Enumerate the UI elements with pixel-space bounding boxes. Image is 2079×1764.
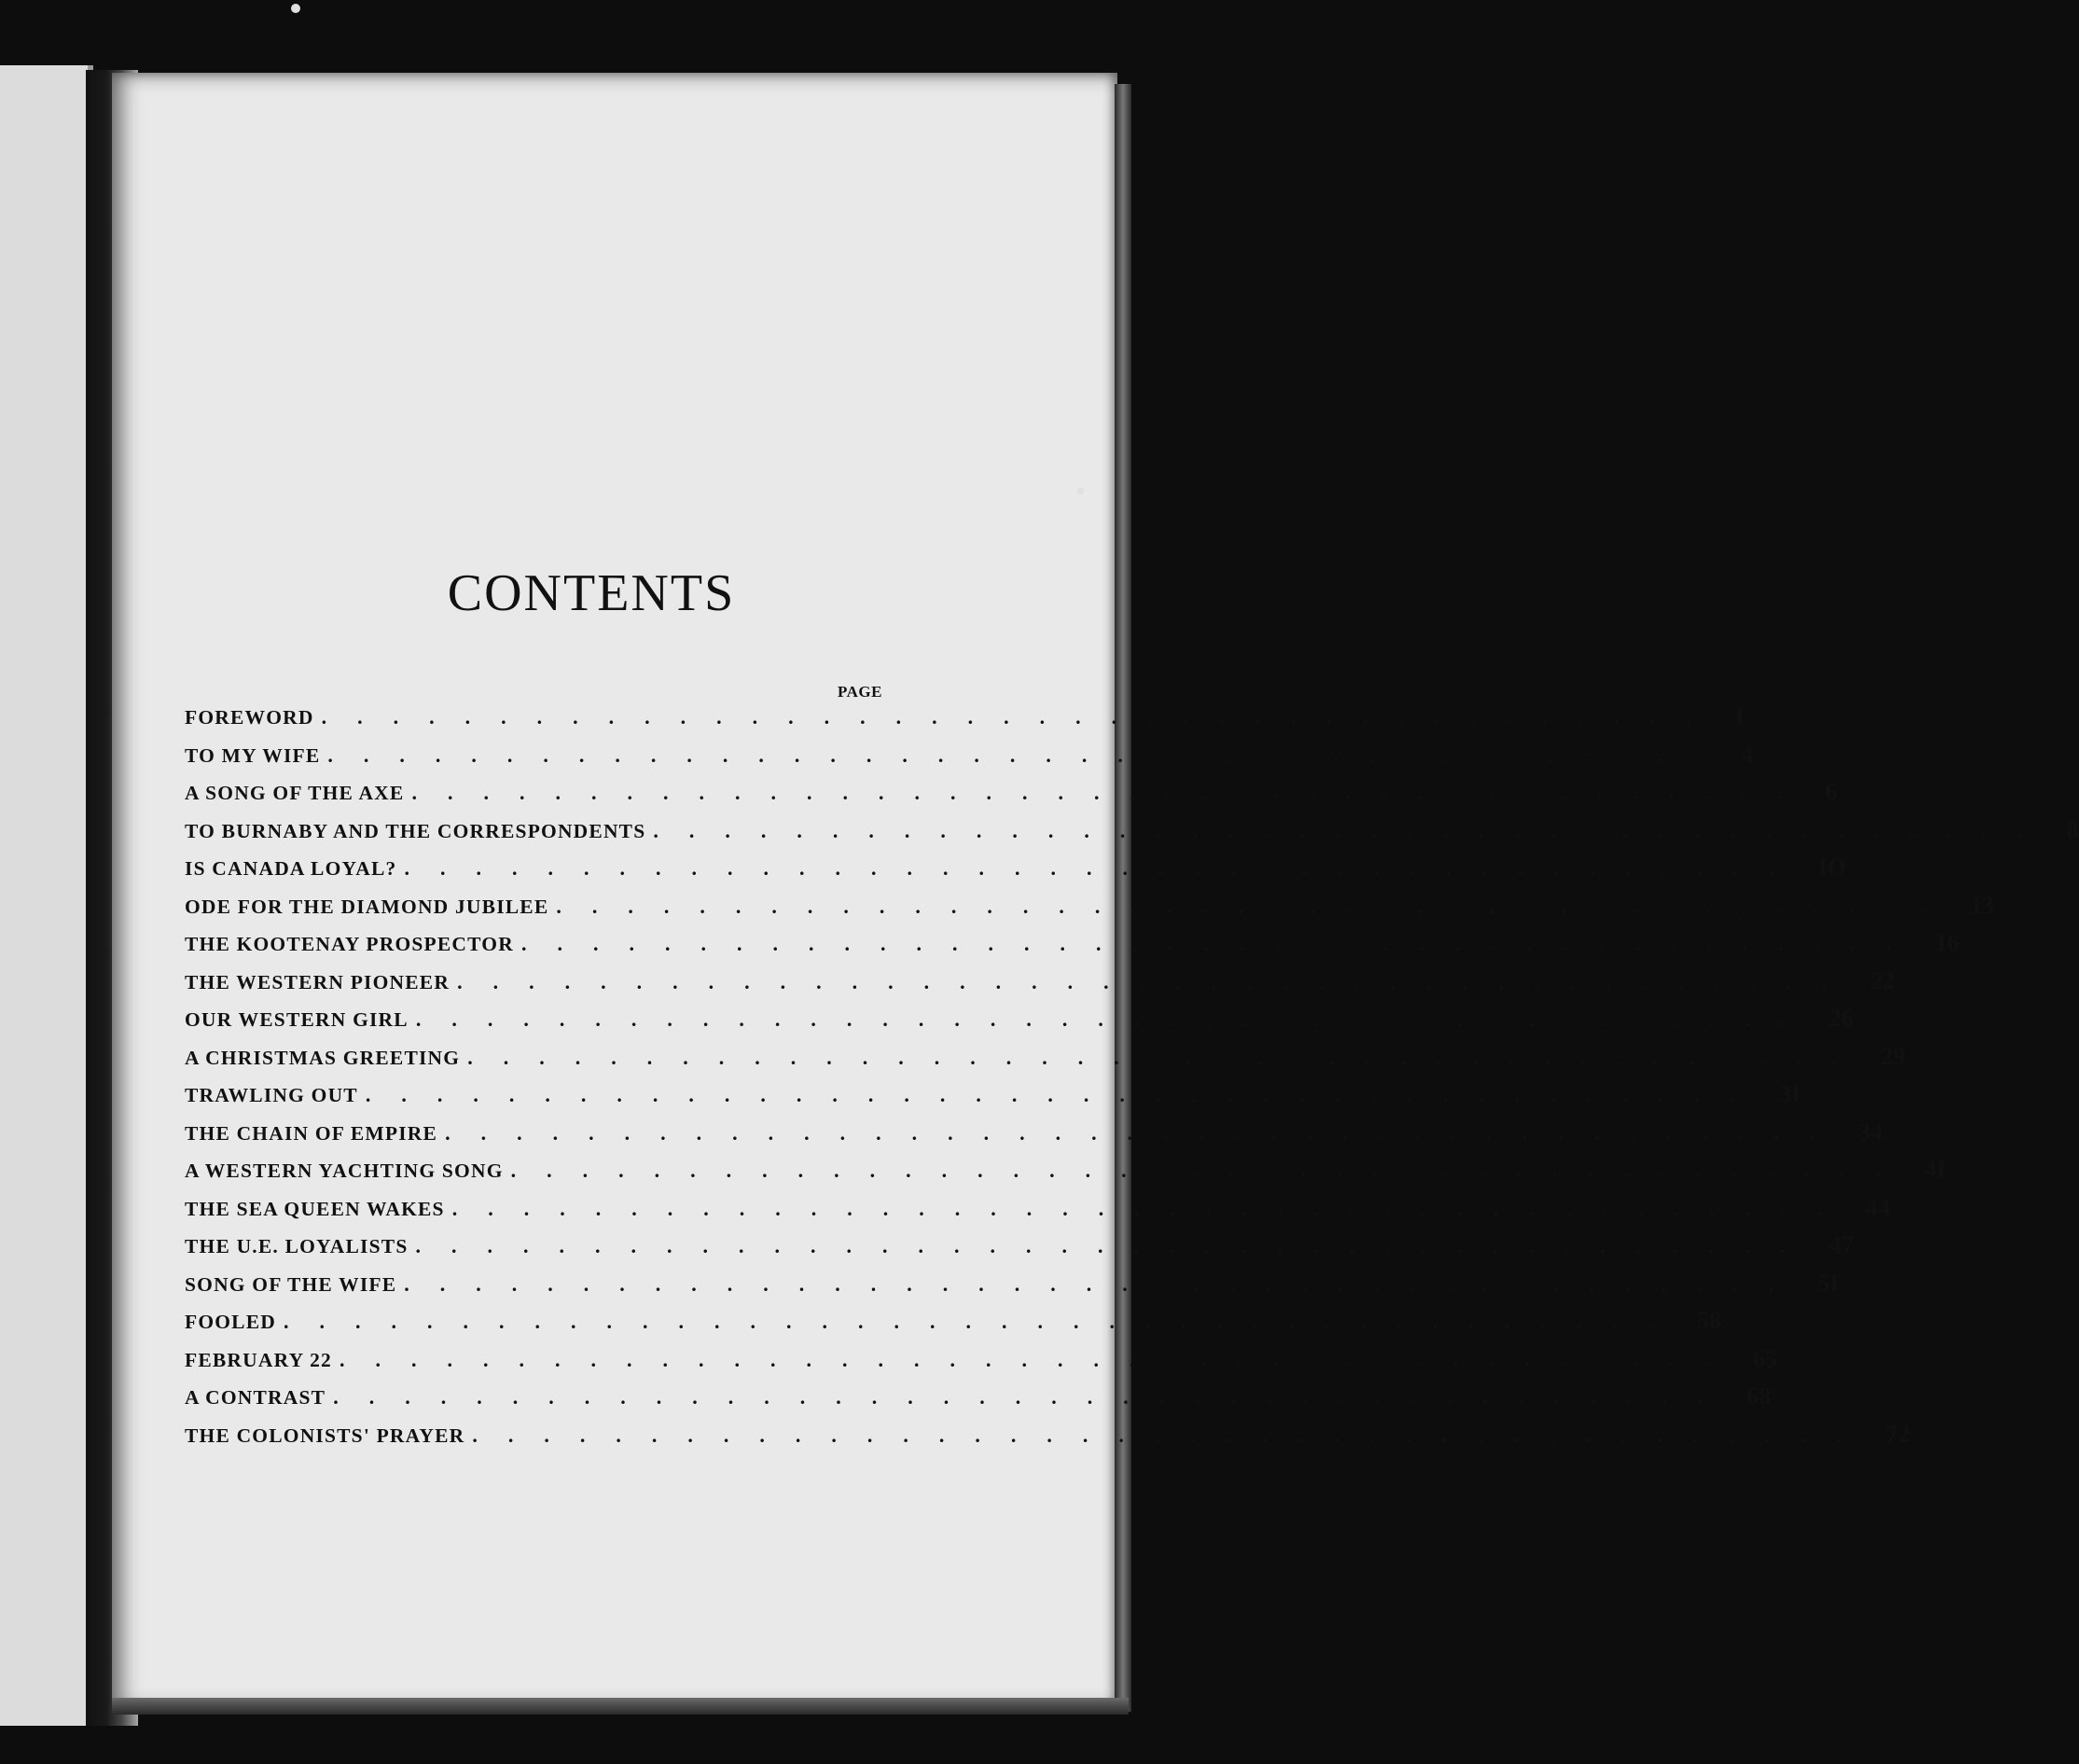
dust-speck bbox=[1077, 488, 1084, 494]
toc-entry bbox=[185, 966, 1895, 1006]
toc-entry bbox=[185, 740, 1753, 779]
dot-leader: . . . . . . . . . . . . . . . . . . . . . . . . . . . . . . . . . . . . . . . bbox=[284, 1310, 1684, 1333]
toc-entry-page: 34 bbox=[1858, 1118, 1883, 1146]
toc-entry-title: TO BURNABY AND THE CORRESPONDENTS bbox=[185, 819, 646, 842]
dot-leader: . . . . . . . . . . . . . . . . . . . . . . . . . . . . . . . . . . . . . . . bbox=[411, 781, 1812, 804]
toc-entry-title: SONG OF THE WIFE bbox=[185, 1272, 397, 1296]
toc-entry-page: 72 bbox=[1885, 1420, 1910, 1448]
dust-speck bbox=[291, 4, 300, 13]
page-column-label: PAGE bbox=[838, 683, 882, 701]
toc-entry-title: IS CANADA LOYAL? bbox=[185, 857, 397, 880]
dot-leader: . . . . . . . . . . . . . . . . . . . . . . . . . . . . . . . . . . . . . . . bbox=[415, 1234, 1816, 1257]
toc-entry bbox=[185, 1382, 1771, 1421]
toc-entry-page: 8 bbox=[2066, 815, 2079, 843]
toc-entry bbox=[185, 1005, 1854, 1043]
dot-leader: . . . . . . . . . . . . . . . . . . . . . . . . . . . . . . . . . . . . . . . bbox=[520, 932, 1922, 955]
toc-entry bbox=[185, 929, 1960, 967]
dot-leader: . . . . . . . . . . . . . . . . . . . . . . . . . . . . . . . . . . . . . . . bbox=[472, 1423, 1873, 1447]
toc-entry-title: THE SEA QUEEN WAKES bbox=[185, 1197, 445, 1220]
dot-leader: . . . . . . . . . . . . . . . . . . . . . . . . . . . . . . . . . . . . . . . bbox=[333, 1385, 1734, 1409]
dot-leader: . . . . . . . . . . . . . . . . . . . . . . . . . . . . . . . . . . . . . . . bbox=[327, 743, 1728, 767]
dot-leader: . . . . . . . . . . . . . . . . . . . . . . . . . . . . . . . . . . . . . . . bbox=[451, 1196, 1853, 1220]
toc-entry bbox=[185, 1193, 1891, 1232]
toc-entry-title: TO MY WIFE bbox=[185, 743, 321, 767]
toc-entry-page: 3I bbox=[1779, 1080, 1801, 1107]
dot-leader: . . . . . . . . . . . . . . . . . . . . . . . . . . . . . . . . . . . . . . . bbox=[404, 856, 1805, 880]
toc-entry-page: 68 bbox=[1746, 1382, 1771, 1410]
toc-entry-title: FEBRUARY 22 bbox=[185, 1348, 332, 1371]
toc-entry-page: 22 bbox=[1870, 966, 1895, 994]
toc-entry bbox=[185, 1080, 1801, 1118]
dot-leader: . . . . . . . . . . . . . . . . . . . . . . . . . . . . . . . . . . . . . . . bbox=[556, 894, 1957, 918]
dot-leader: . . . . . . . . . . . . . . . . . . . . . . . . . . . . . . . . . . . . . . . bbox=[653, 818, 2054, 842]
toc-entry-page: 58 bbox=[1697, 1307, 1722, 1334]
toc-entry-page: 13 bbox=[1969, 891, 1994, 919]
toc-entry-page: 6 bbox=[1824, 778, 1837, 805]
toc-entry-page: 26 bbox=[1829, 1005, 1854, 1032]
toc-entry-title: TRAWLING OUT bbox=[185, 1084, 358, 1106]
dot-leader: . . . . . . . . . . . . . . . . . . . . . . . . . . . . . . . . . . . . . . . bbox=[339, 1347, 1740, 1371]
toc-entry bbox=[185, 1231, 1853, 1270]
toc-entry-title: THE COLONISTS' PRAYER bbox=[185, 1424, 465, 1447]
bottom-page-edge bbox=[112, 1698, 1129, 1715]
dot-leader: . . . . . . . . . . . . . . . . . . . . . . . . . . . . . . . . . . . . . . . bbox=[457, 969, 1858, 993]
toc-entry-title: A CONTRAST bbox=[185, 1386, 326, 1409]
toc-entry-title: THE CHAIN OF EMPIRE bbox=[185, 1121, 438, 1145]
toc-entry-title: A WESTERN YACHTING SONG bbox=[185, 1160, 504, 1182]
dot-leader: . . . . . . . . . . . . . . . . . . . . . . . . . . . . . . . . . . . . . . . bbox=[404, 1271, 1805, 1296]
toc-entry bbox=[185, 1269, 1839, 1308]
toc-entry-title: THE WESTERN PIONEER bbox=[185, 970, 450, 993]
dot-leader: . . . . . . . . . . . . . . . . . . . . . . . . . . . . . . . . . . . . . . . bbox=[365, 1083, 1767, 1106]
toc-entry-title: OUR WESTERN GIRL bbox=[185, 1008, 409, 1031]
table-of-contents bbox=[185, 702, 2079, 1458]
toc-entry-title: A CHRISTMAS GREETING bbox=[185, 1046, 461, 1069]
toc-entry-page: 65 bbox=[1753, 1344, 1778, 1372]
toc-entry bbox=[185, 1344, 1778, 1383]
toc-entry-title: FOOLED bbox=[185, 1311, 276, 1333]
toc-entry-page: 44 bbox=[1865, 1193, 1891, 1221]
toc-entry bbox=[185, 778, 1837, 816]
dot-leader: . . . . . . . . . . . . . . . . . . . . . . . . . . . . . . . . . . . . . . . bbox=[415, 1007, 1817, 1031]
toc-entry-page: I bbox=[1735, 702, 1745, 729]
toc-entry bbox=[185, 1156, 1947, 1194]
toc-entry-title: A SONG OF THE AXE bbox=[185, 782, 405, 804]
toc-entry-title: THE KOOTENAY PROSPECTOR bbox=[185, 933, 514, 955]
dot-leader: . . . . . . . . . . . . . . . . . . . . . . . . . . . . . . . . . . . . . . . bbox=[445, 1120, 1846, 1145]
toc-entry bbox=[185, 1118, 1883, 1157]
toc-entry-page: 4I bbox=[1924, 1156, 1947, 1183]
toc-entry-page: 29 bbox=[1880, 1042, 1906, 1070]
toc-entry bbox=[185, 702, 1745, 741]
facing-page bbox=[0, 65, 93, 1726]
toc-entry-title: FOREWORD bbox=[185, 706, 314, 729]
toc-entry bbox=[185, 1042, 1906, 1081]
toc-entry-page: 47 bbox=[1828, 1231, 1853, 1258]
toc-entry bbox=[185, 854, 1847, 892]
toc-entry-page: 16 bbox=[1934, 929, 1960, 956]
toc-entry bbox=[185, 1420, 1910, 1459]
toc-entry-title: ODE FOR THE DIAMOND JUBILEE bbox=[185, 895, 549, 918]
toc-entry-page: 5I bbox=[1817, 1269, 1839, 1297]
dot-leader: . . . . . . . . . . . . . . . . . . . . . . . . . . . . . . . . . . . . . . . bbox=[321, 705, 1723, 729]
toc-entry bbox=[185, 891, 1994, 930]
toc-entry bbox=[185, 1307, 1722, 1345]
page-title: CONTENTS bbox=[447, 564, 736, 622]
dot-leader: . . . . . . . . . . . . . . . . . . . . . . . . . . . . . . . . . . . . . . . bbox=[467, 1045, 1868, 1069]
toc-entry-title: THE U.E. LOYALISTS bbox=[185, 1235, 409, 1257]
toc-entry-page: IO bbox=[1817, 854, 1847, 881]
dot-leader: . . . . . . . . . . . . . . . . . . . . . . . . . . . . . . . . . . . . . . . bbox=[510, 1159, 1912, 1182]
toc-entry bbox=[185, 815, 2079, 854]
toc-entry-page: 4 bbox=[1740, 740, 1753, 768]
